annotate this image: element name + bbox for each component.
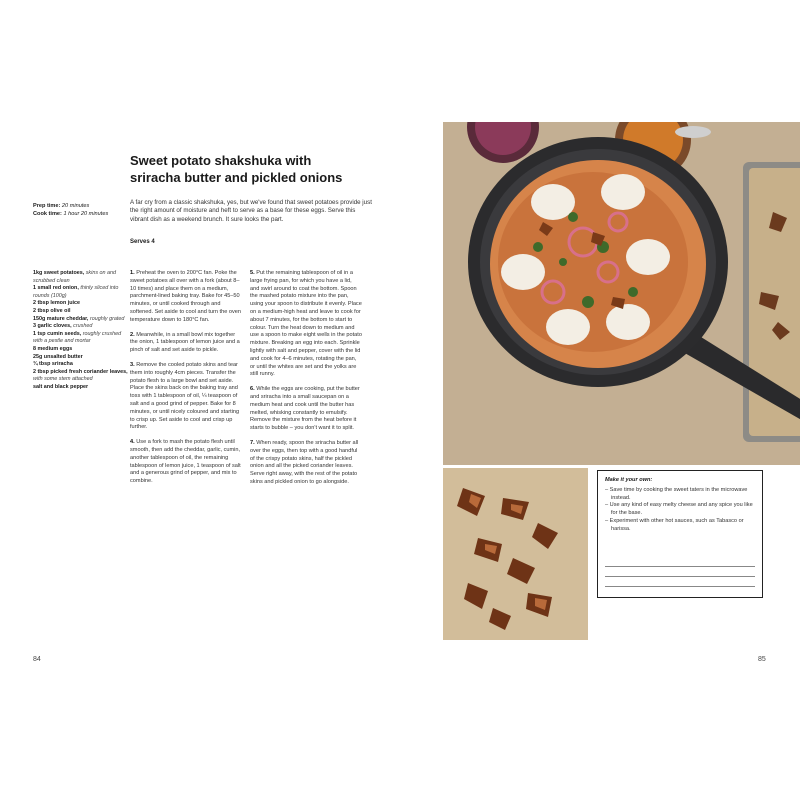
cook-time-value: 1 hour 20 minutes: [63, 211, 109, 217]
prep-time-value: 20 minutes: [61, 203, 90, 209]
ingredient-quantity: 2 tbsp lemon juice: [33, 300, 81, 307]
recipe-intro: A far cry from a classic shakshuka, yes, but we've found that sweet potatoes provide just the right amount of moisture and heft to serve as a base for these eggs. Serve this vibrant dish as a weekend brunch. It sure looks the part.: [130, 199, 372, 223]
ingredient-item: [33, 346, 128, 354]
prep-time: [33, 202, 133, 210]
ingredient-item: [33, 270, 128, 285]
method-column-2: [250, 270, 362, 494]
tip-item: – Experiment with other hot sauces, such as Tabasco or harissa.: [605, 517, 744, 532]
ingredient-item: [33, 308, 128, 316]
potato-skins-photo: [443, 468, 588, 640]
note-line: [605, 567, 755, 577]
page-number-left: 84: [33, 656, 41, 663]
ingredient-item: [33, 361, 128, 369]
ingredient-item: [33, 316, 128, 324]
ingredient-quantity: 1 small red onion,: [33, 285, 79, 292]
method-step: [130, 362, 242, 432]
method-step: [250, 270, 362, 379]
step-number: 7.: [250, 439, 255, 446]
ingredient-item: [33, 300, 128, 308]
ingredient-note: thinly sliced into rounds (100g): [33, 285, 119, 299]
step-number: 3.: [130, 361, 135, 368]
ingredient-quantity: salt and black pepper: [33, 383, 89, 390]
step-text: Put the remaining tablespoon of oil in a large frying pan, for which you have a lid, and swirl around to coat the bottom. Spoon the mashed potato mixture into the pan, using your spoon to distribute it evenly. Place on a medium-high heat and leave to cook for about 7 minutes, for the bottom to start to colour. Turn the heat down to medium and use a spoon to make eight wells in the potato mixture. Breaking an egg into each. Sprinkle lightly with salt and pepper, cover with the lid and cook for 4–6 minutes, rotating the pan, or until the whites are set and the yolks are still runny.: [250, 270, 362, 378]
ingredient-quantity: 2 tbsp picked fresh coriander leaves,: [33, 368, 128, 375]
step-text: Preheat the oven to 200°C fan. Poke the sweet potatoes all over with a fork (about 8–10 times) and place them on a medium, parchment-lined baking tray. Bake for 45–50 minutes, or until cooked through and softened. Set aside to cool and turn the oven temperature down to 180°C fan.: [130, 270, 242, 323]
tip-list: [605, 487, 755, 534]
ingredient-note: crushed: [73, 323, 93, 330]
shakshuka-photo: [443, 122, 800, 465]
ingredient-quantity: 8 medium eggs: [33, 345, 73, 352]
ingredient-item: [33, 331, 128, 346]
step-text: Meanwhile, in a small bowl mix together the onion, 1 tablespoon of lemon juice and a pinch of salt and set aside to pickle.: [130, 331, 240, 354]
method-step: [130, 270, 242, 325]
method-step: [250, 386, 362, 433]
step-number: 5.: [250, 270, 255, 276]
ingredient-quantity: 3 garlic cloves,: [33, 323, 72, 330]
ingredient-item: [33, 354, 128, 362]
method-step: [250, 440, 362, 487]
step-text: Remove the cooled potato skins and tear them into roughly 4cm pieces. Transfer the potato flesh to a large bowl and set aside. Place the skins back on the baking tray and toss with 1 tablespoon of oil, ¼ teaspoon of salt and a good grind of pepper. Bake for 8 minutes, or until nicely coloured and starting to crisp up. Set aside to cool and crisp up further.: [130, 361, 240, 431]
title-line-2: sriracha butter and pickled onions: [130, 170, 343, 185]
page-number-right: 85: [758, 656, 766, 663]
tip-title: Make it your own:: [605, 477, 653, 483]
ingredient-quantity: 2 tbsp olive oil: [33, 307, 71, 314]
note-line: [605, 577, 755, 587]
serves-count: Serves 4: [130, 239, 155, 245]
step-number: 6.: [250, 386, 255, 393]
ingredient-note: roughly crushed with a pestle and mortar: [33, 330, 122, 345]
ingredient-item: [33, 369, 128, 384]
method-column-1: [130, 270, 242, 493]
make-it-your-own-box: [597, 470, 763, 598]
title-line-1: Sweet potato shakshuka with: [130, 153, 312, 168]
ingredient-quantity: 25g unsalted butter: [33, 353, 83, 360]
cook-time-label: Cook time:: [33, 211, 62, 217]
ingredient-note: roughly grated: [89, 315, 125, 322]
ingredient-item: [33, 323, 128, 331]
method-step: [130, 439, 242, 486]
ingredient-note: skins on and scrubbed clean: [33, 270, 117, 284]
note-lines: [605, 557, 755, 587]
recipe-times: [33, 202, 133, 218]
ingredient-quantity: 150g mature cheddar,: [33, 315, 89, 322]
tip-item: – Save time by cooking the sweet taters in the microwave instead.: [605, 486, 748, 501]
step-number: 4.: [130, 439, 135, 446]
step-text: Use a fork to mash the potato flesh until smooth, then add the cheddar, garlic, cumin, another tablespoon of oil, the remaining tablespoon of lemon juice, 1 teaspoon of salt and a generous grind of pepper, and mix to combine.: [130, 439, 241, 485]
ingredient-quantity: ¾ tbsp sriracha: [33, 361, 73, 368]
tip-item: – Use any kind of easy melty cheese and any spice you like for the base.: [605, 502, 753, 517]
ingredient-quantity: 1 tsp cumin seeds,: [33, 330, 82, 337]
ingredient-note: with some stem attached: [33, 376, 93, 383]
ingredient-quantity: 1kg sweet potatoes,: [33, 270, 85, 276]
ingredients-list: [33, 270, 128, 392]
method-step: [130, 332, 242, 355]
cook-time: [33, 210, 133, 218]
recipe-title: [130, 152, 410, 186]
step-text: When ready, spoon the sriracha butter all over the eggs, then top with a good handful of the crispy potato skins, half the pickled onion and all the picked coriander leaves. Serve right away, with the rest of the potato skins and pickled onion to go alongside.: [250, 439, 359, 485]
step-text: While the eggs are cooking, put the butter and sriracha into a small saucepan on a medium heat and cook until the butter has melted, whisking constantly to emulsify. Remove the mixture from the heat before it starts to bubble – you don't want it to split.: [250, 386, 360, 432]
ingredient-item: [33, 285, 128, 300]
prep-time-label: Prep time:: [33, 203, 61, 209]
ingredient-item: [33, 384, 128, 392]
step-number: 1.: [130, 270, 135, 276]
note-line: [605, 557, 755, 567]
step-number: 2.: [130, 331, 135, 338]
